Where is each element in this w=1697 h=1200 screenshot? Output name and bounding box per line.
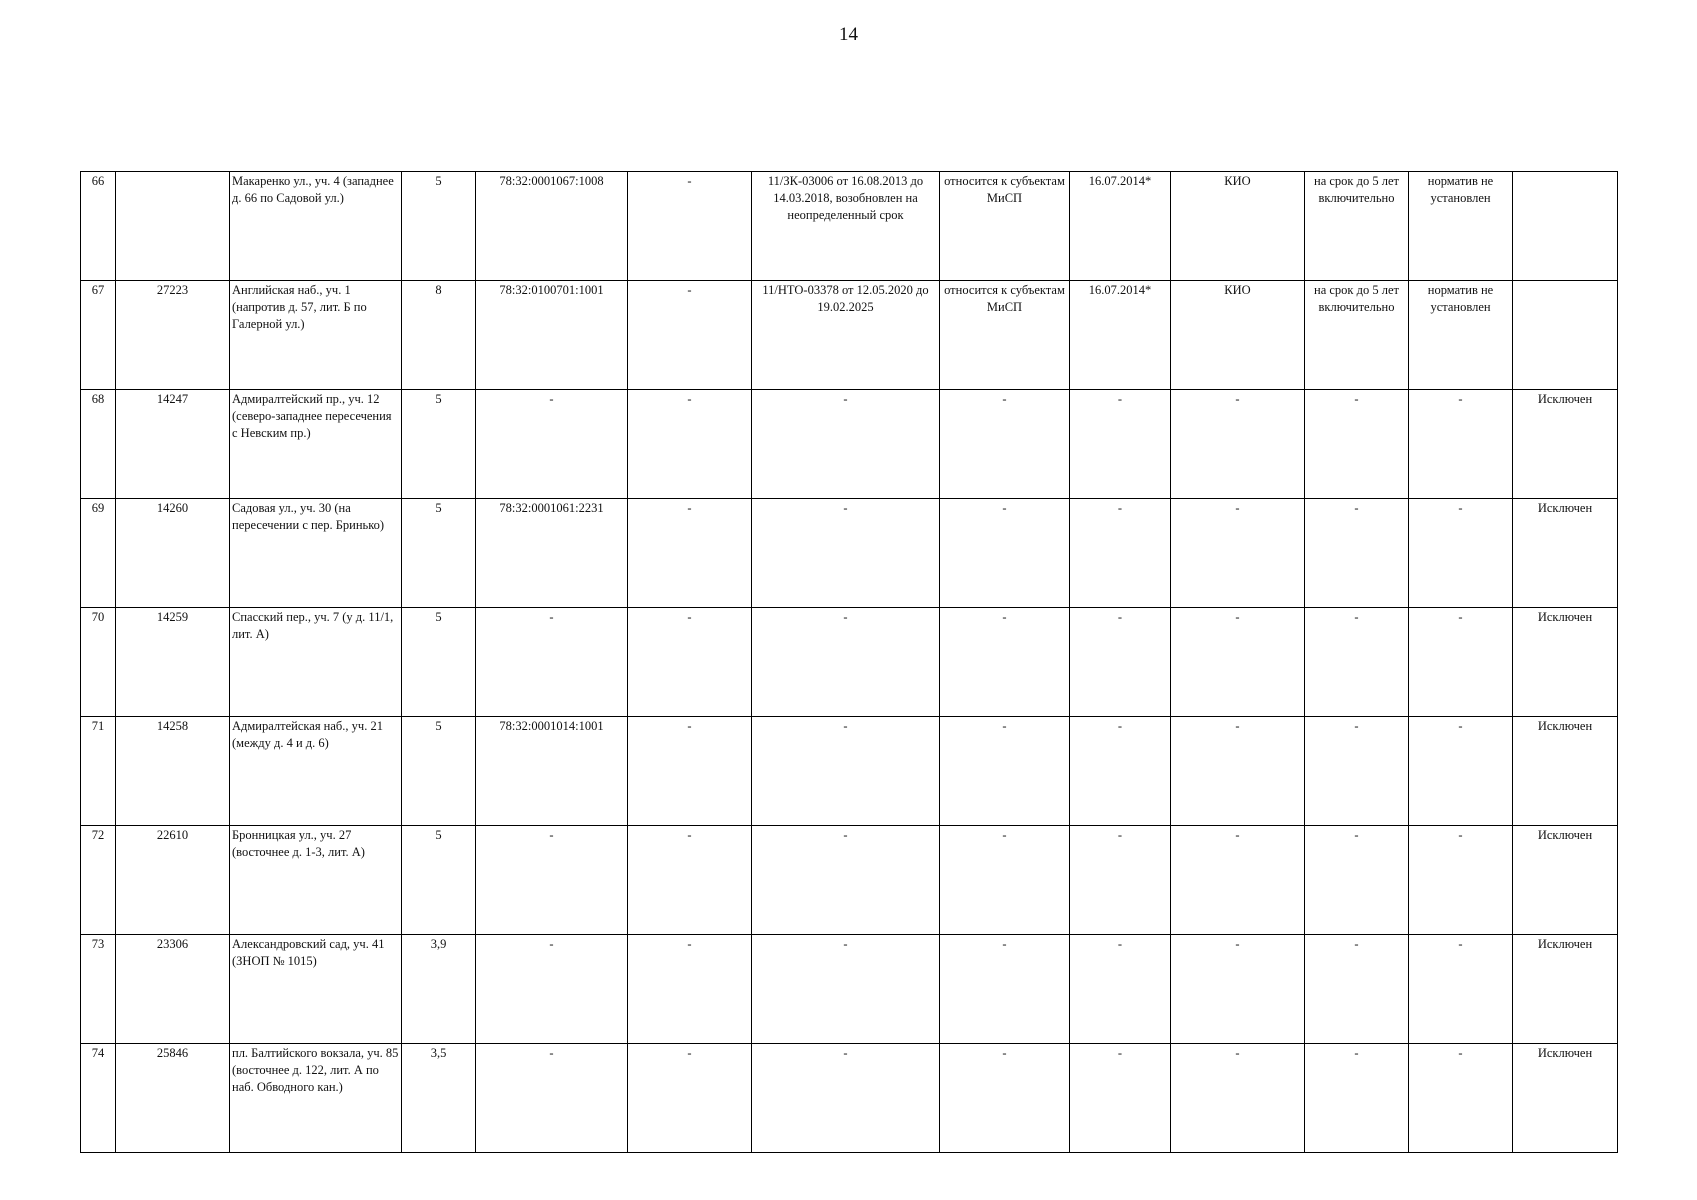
organization-cell: -	[1171, 390, 1305, 499]
address-cell: Спасский пер., уч. 7 (у д. 11/1, лит. А)	[230, 608, 402, 717]
contract-cell: -	[752, 1044, 940, 1153]
date-cell: -	[1070, 1044, 1171, 1153]
category-cell: относится к субъектам МиСП	[940, 172, 1070, 281]
cadastral-number-cell: -	[476, 935, 628, 1044]
status-cell	[1513, 172, 1618, 281]
organization-cell: -	[1171, 935, 1305, 1044]
object-id-cell: 14247	[116, 390, 230, 499]
object-id-cell: 14260	[116, 499, 230, 608]
object-id-cell: 27223	[116, 281, 230, 390]
norm-cell: -	[1409, 1044, 1513, 1153]
date-cell: 16.07.2014*	[1070, 172, 1171, 281]
table-row	[81, 935, 1618, 1044]
area-cell: 5	[402, 390, 476, 499]
object-id-cell	[116, 172, 230, 281]
cadastral-number-cell: 78:32:0001067:1008	[476, 172, 628, 281]
registry-table	[80, 171, 1618, 1153]
date-cell: -	[1070, 935, 1171, 1044]
term-cell: на срок до 5 лет включительно	[1305, 172, 1409, 281]
table-row	[81, 826, 1618, 935]
organization-cell: КИО	[1171, 172, 1305, 281]
area-cell: 5	[402, 608, 476, 717]
contract-cell: -	[752, 826, 940, 935]
address-cell: Макаренко ул., уч. 4 (западнее д. 66 по Садовой ул.)	[230, 172, 402, 281]
contract-cell: -	[752, 608, 940, 717]
status-cell: Исключен	[1513, 499, 1618, 608]
date-cell: -	[1070, 826, 1171, 935]
contract-cell: -	[752, 390, 940, 499]
row-number-cell: 69	[81, 499, 116, 608]
column-6-cell: -	[628, 935, 752, 1044]
row-number-cell: 67	[81, 281, 116, 390]
norm-cell: -	[1409, 717, 1513, 826]
category-cell: -	[940, 1044, 1070, 1153]
column-6-cell: -	[628, 281, 752, 390]
cadastral-number-cell: -	[476, 608, 628, 717]
term-cell: -	[1305, 717, 1409, 826]
status-cell	[1513, 281, 1618, 390]
status-cell: Исключен	[1513, 826, 1618, 935]
row-number-cell: 71	[81, 717, 116, 826]
norm-cell: -	[1409, 390, 1513, 499]
cadastral-number-cell: 78:32:0001061:2231	[476, 499, 628, 608]
table-row	[81, 608, 1618, 717]
category-cell: -	[940, 608, 1070, 717]
cadastral-number-cell: -	[476, 826, 628, 935]
object-id-cell: 23306	[116, 935, 230, 1044]
row-number-cell: 74	[81, 1044, 116, 1153]
object-id-cell: 25846	[116, 1044, 230, 1153]
cadastral-number-cell: -	[476, 390, 628, 499]
organization-cell: -	[1171, 826, 1305, 935]
object-id-cell: 22610	[116, 826, 230, 935]
address-cell: Александровский сад, уч. 41 (ЗНОП № 1015)	[230, 935, 402, 1044]
status-cell: Исключен	[1513, 717, 1618, 826]
norm-cell: -	[1409, 826, 1513, 935]
column-6-cell: -	[628, 390, 752, 499]
contract-cell: -	[752, 499, 940, 608]
area-cell: 5	[402, 826, 476, 935]
date-cell: -	[1070, 608, 1171, 717]
column-6-cell: -	[628, 1044, 752, 1153]
term-cell: -	[1305, 608, 1409, 717]
column-6-cell: -	[628, 499, 752, 608]
area-cell: 5	[402, 499, 476, 608]
term-cell: -	[1305, 499, 1409, 608]
area-cell: 3,9	[402, 935, 476, 1044]
table-row	[81, 390, 1618, 499]
norm-cell: -	[1409, 499, 1513, 608]
row-number-cell: 66	[81, 172, 116, 281]
norm-cell: норматив не установлен	[1409, 172, 1513, 281]
term-cell: на срок до 5 лет включительно	[1305, 281, 1409, 390]
organization-cell: -	[1171, 608, 1305, 717]
status-cell: Исключен	[1513, 1044, 1618, 1153]
column-6-cell: -	[628, 608, 752, 717]
table-row	[81, 499, 1618, 608]
date-cell: -	[1070, 499, 1171, 608]
status-cell: Исключен	[1513, 935, 1618, 1044]
address-cell: Бронницкая ул., уч. 27 (восточнее д. 1-3, лит. А)	[230, 826, 402, 935]
category-cell: -	[940, 499, 1070, 608]
organization-cell: -	[1171, 1044, 1305, 1153]
area-cell: 5	[402, 172, 476, 281]
table-row	[81, 1044, 1618, 1153]
category-cell: -	[940, 390, 1070, 499]
address-cell: Адмиралтейский пр., уч. 12 (северо-западнее пересечения с Невским пр.)	[230, 390, 402, 499]
address-cell: Адмиралтейская наб., уч. 21 (между д. 4 и д. 6)	[230, 717, 402, 826]
norm-cell: -	[1409, 935, 1513, 1044]
organization-cell: КИО	[1171, 281, 1305, 390]
term-cell: -	[1305, 935, 1409, 1044]
organization-cell: -	[1171, 717, 1305, 826]
contract-cell: 11/НТО-03378 от 12.05.2020 до 19.02.2025	[752, 281, 940, 390]
page-number: 14	[839, 24, 858, 45]
term-cell: -	[1305, 826, 1409, 935]
category-cell: -	[940, 717, 1070, 826]
date-cell: -	[1070, 717, 1171, 826]
row-number-cell: 72	[81, 826, 116, 935]
date-cell: -	[1070, 390, 1171, 499]
area-cell: 3,5	[402, 1044, 476, 1153]
cadastral-number-cell: -	[476, 1044, 628, 1153]
table-row	[81, 281, 1618, 390]
column-6-cell: -	[628, 826, 752, 935]
cadastral-number-cell: 78:32:0100701:1001	[476, 281, 628, 390]
term-cell: -	[1305, 390, 1409, 499]
category-cell: -	[940, 935, 1070, 1044]
organization-cell: -	[1171, 499, 1305, 608]
column-6-cell: -	[628, 717, 752, 826]
row-number-cell: 68	[81, 390, 116, 499]
contract-cell: -	[752, 717, 940, 826]
date-cell: 16.07.2014*	[1070, 281, 1171, 390]
contract-cell: 11/ЗК-03006 от 16.08.2013 до 14.03.2018, возобновлен на неопределенный срок	[752, 172, 940, 281]
column-6-cell: -	[628, 172, 752, 281]
row-number-cell: 73	[81, 935, 116, 1044]
status-cell: Исключен	[1513, 390, 1618, 499]
table-row	[81, 717, 1618, 826]
object-id-cell: 14259	[116, 608, 230, 717]
row-number-cell: 70	[81, 608, 116, 717]
address-cell: Английская наб., уч. 1 (напротив д. 57, лит. Б по Галерной ул.)	[230, 281, 402, 390]
object-id-cell: 14258	[116, 717, 230, 826]
norm-cell: норматив не установлен	[1409, 281, 1513, 390]
area-cell: 5	[402, 717, 476, 826]
term-cell: -	[1305, 1044, 1409, 1153]
address-cell: пл. Балтийского вокзала, уч. 85 (восточнее д. 122, лит. А по наб. Обводного кан.)	[230, 1044, 402, 1153]
status-cell: Исключен	[1513, 608, 1618, 717]
norm-cell: -	[1409, 608, 1513, 717]
area-cell: 8	[402, 281, 476, 390]
category-cell: относится к субъектам МиСП	[940, 281, 1070, 390]
address-cell: Садовая ул., уч. 30 (на пересечении с пер. Бринько)	[230, 499, 402, 608]
table-row	[81, 172, 1618, 281]
contract-cell: -	[752, 935, 940, 1044]
category-cell: -	[940, 826, 1070, 935]
cadastral-number-cell: 78:32:0001014:1001	[476, 717, 628, 826]
